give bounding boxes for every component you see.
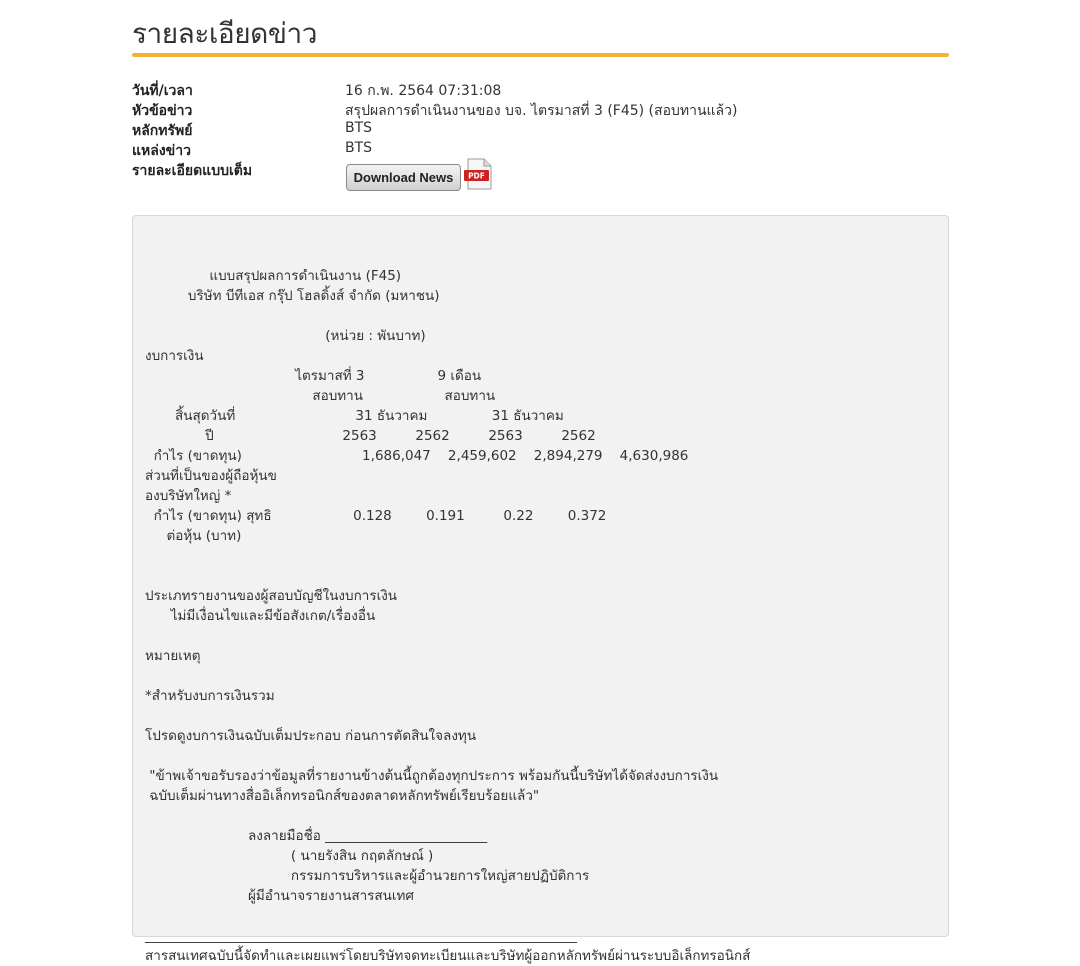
content-line: งบการเงิน <box>145 348 204 364</box>
content-line: ปี 2563 2562 2563 2562 <box>145 428 596 444</box>
meta-value: สรุปผลการดำเนินงานของ บจ. ไตรมาสที่ 3 (F45) (สอบทานแล้ว) <box>345 103 738 119</box>
meta-value: BTS <box>345 140 373 156</box>
page-title: รายละเอียดข่าว <box>132 17 317 50</box>
meta-row-datetime <box>132 80 949 100</box>
content-line <box>145 746 750 766</box>
content-line: ส่วนที่เป็นของผู้ถือหุ้นข <box>145 468 277 484</box>
content-line <box>145 806 750 826</box>
content-line: (หน่วย : พันบาท) <box>145 328 426 344</box>
content-line: ประเภทรายงานของผู้สอบบัญชีในงบการเงิน <box>145 588 398 604</box>
meta-value: 16 ก.พ. 2564 07:31:08 <box>345 83 502 99</box>
content-line: ลงลายมือชื่อ ________________________ <box>145 828 488 844</box>
meta-label: รายละเอียดแบบเต็ม <box>132 163 253 179</box>
news-content-text <box>145 246 750 966</box>
content-line: สิ้นสุดวันที่ 31 ธันวาคม 31 ธันวาคม <box>145 408 564 424</box>
meta-label: วันที่/เวลา <box>132 83 193 99</box>
content-line <box>145 666 750 686</box>
content-line: สารสนเทศฉบับนี้จัดทำและเผยแพร่โดยบริษัทจดทะเบียนและบริษัทผู้ออกหลักทรัพย์ผ่านระบบอิเล็กทรอนิกส์ <box>145 948 751 964</box>
meta-value: BTS <box>345 120 373 136</box>
download-news-button[interactable]: Download News <box>346 164 461 191</box>
content-line: ( นายรังสิน กฤตลักษณ์ ) <box>145 848 434 864</box>
content-line: องบริษัทใหญ่ * <box>145 488 232 504</box>
title-divider <box>132 53 949 57</box>
content-line: แบบสรุปผลการดำเนินงาน (F45) <box>145 268 402 284</box>
content-line: ต่อหุ้น (บาท) <box>145 528 242 544</box>
content-line: หมายเหตุ <box>145 648 201 664</box>
meta-label: หัวข้อข่าว <box>132 103 193 119</box>
content-line <box>145 306 750 326</box>
content-line: ________________________________________________________________ <box>145 928 577 944</box>
content-line <box>145 566 750 586</box>
content-line: กำไร (ขาดทุน) สุทธิ 0.128 0.191 0.22 0.372 <box>145 508 607 524</box>
content-line <box>145 706 750 726</box>
meta-row-headline <box>132 100 949 120</box>
meta-label: หลักทรัพย์ <box>132 123 193 139</box>
content-line: ฉบับเต็มผ่านทางสื่ออิเล็กทรอนิกส์ของตลาดหลักทรัพย์เรียบร้อยแล้ว" <box>145 788 540 804</box>
content-line: ผู้มีอำนาจรายงานสารสนเทศ <box>145 888 414 904</box>
content-line <box>145 626 750 646</box>
news-meta <box>132 80 949 196</box>
pdf-icon-label: PDF <box>468 171 485 181</box>
content-line <box>145 906 750 926</box>
meta-row-security <box>132 120 949 140</box>
content-line: *สำหรับงบการเงินรวม <box>145 688 275 704</box>
meta-row-source <box>132 140 949 160</box>
news-content-box <box>132 215 949 964</box>
content-line: บริษัท บีทีเอส กรุ๊ป โฮลดิ้งส์ จำกัด (มหาชน) <box>145 288 440 304</box>
content-line: ไตรมาสที่ 3 9 เดือน <box>145 368 482 384</box>
content-line <box>145 246 750 266</box>
content-line <box>145 546 750 566</box>
meta-row-full-detail <box>132 160 949 196</box>
content-line: กรรมการบริหารและผู้อำนวยการใหญ่สายปฏิบัติการ <box>145 868 590 884</box>
content-line: โปรดดูงบการเงินฉบับเต็มประกอบ ก่อนการตัดสินใจลงทุน <box>145 728 477 744</box>
content-line: "ข้าพเจ้าขอรับรองว่าข้อมูลที่รายงานข้างต้นนี้ถูกต้องทุกประการ พร้อมกันนี้บริษัทได้จัดส่งงบการเงิน <box>145 768 719 784</box>
meta-label: แหล่งข่าว <box>132 143 191 159</box>
pdf-icon[interactable] <box>463 158 495 190</box>
content-line: สอบทาน สอบทาน <box>145 388 496 404</box>
content-line: ไม่มีเงื่อนไขและมีข้อสังเกต/เรื่องอื่น <box>145 608 376 624</box>
content-line: กำไร (ขาดทุน) 1,686,047 2,459,602 2,894,279 4,630,986 <box>145 448 689 464</box>
